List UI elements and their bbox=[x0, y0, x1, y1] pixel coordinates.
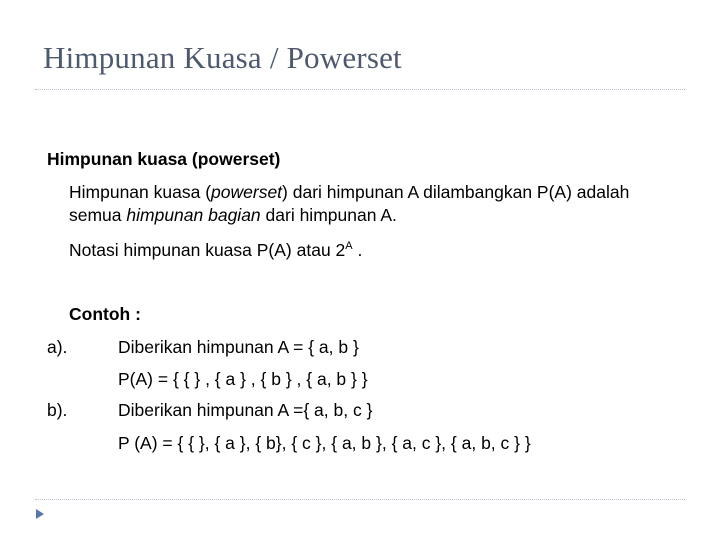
definition-part-3: dari himpunan A. bbox=[260, 205, 397, 225]
definition-paragraph bbox=[69, 181, 669, 227]
notation-suffix: . bbox=[352, 240, 363, 260]
definition-part-2: ) dari himpunan A dilambangkan P(A) adalah semua bbox=[69, 182, 630, 225]
triangle-right-icon[interactable] bbox=[36, 509, 44, 519]
section-heading: Himpunan kuasa (powerset) bbox=[47, 149, 281, 169]
example-a-label: a). bbox=[47, 337, 68, 357]
notation-line bbox=[69, 239, 362, 265]
definition-italic-subset: himpunan bagian bbox=[126, 205, 261, 225]
example-heading: Contoh : bbox=[69, 304, 141, 324]
title-divider bbox=[35, 89, 685, 90]
example-a-given: Diberikan himpunan A = { a, b } bbox=[118, 337, 359, 357]
example-b-given: Diberikan himpunan A ={ a, b, c } bbox=[118, 400, 373, 420]
notation-superscript: A bbox=[345, 240, 353, 252]
definition-part-1: Himpunan kuasa ( bbox=[69, 182, 212, 202]
example-b-label: b). bbox=[47, 400, 68, 420]
notation-text: Notasi himpunan kuasa P(A) atau 2 bbox=[69, 240, 346, 260]
example-a-result: P(A) = { { } , { a } , { b } , { a, b } } bbox=[118, 369, 368, 389]
example-b-result: P (A) = { { }, { a }, { b}, { c }, { a, b }, { a, c }, { a, b, c } } bbox=[118, 433, 531, 453]
slide-title: Himpunan Kuasa / Powerset bbox=[43, 40, 402, 75]
definition-italic-powerset: powerset bbox=[211, 182, 283, 202]
footer-divider bbox=[35, 499, 685, 500]
